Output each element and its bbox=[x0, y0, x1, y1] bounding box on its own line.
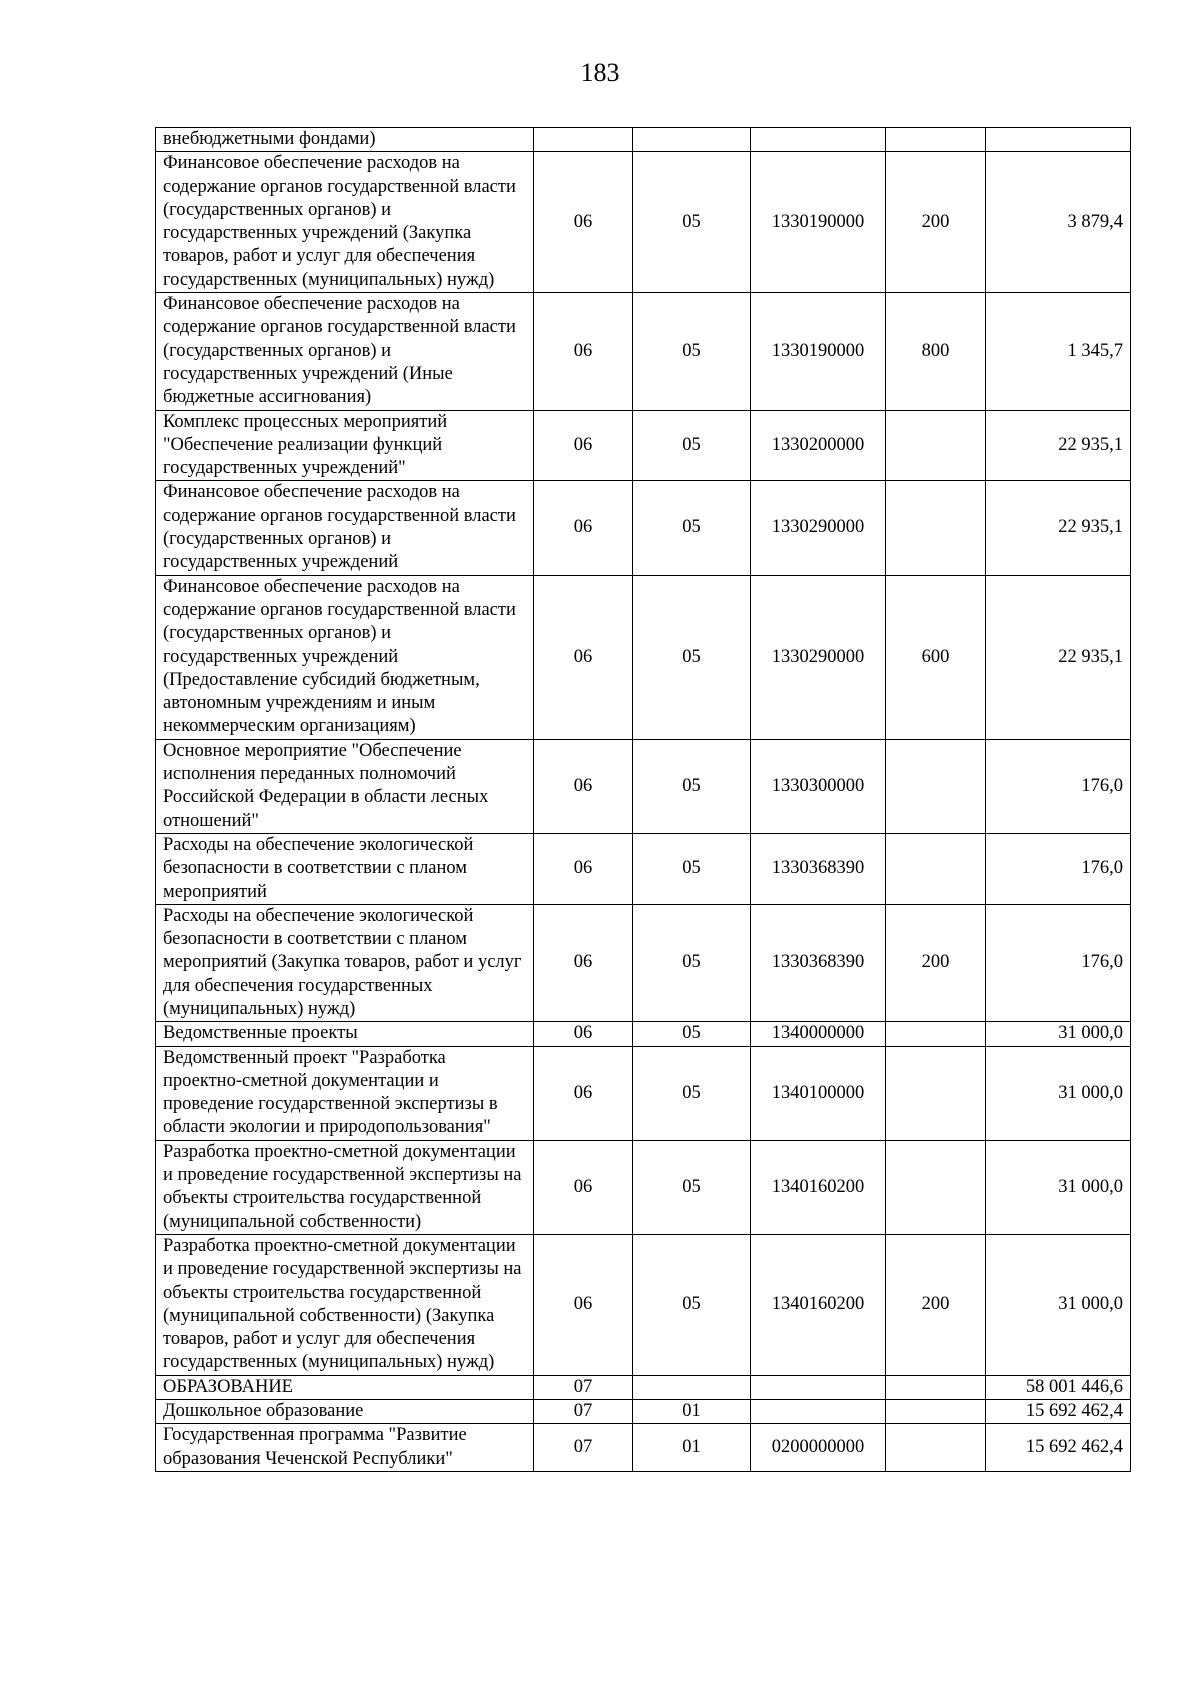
table-row bbox=[156, 1375, 1131, 1399]
table-row bbox=[156, 833, 1131, 904]
page-number: 183 bbox=[580, 58, 620, 87]
row-name: Дошкольное образование bbox=[156, 1400, 534, 1424]
table-row bbox=[156, 128, 1131, 152]
row-amount: 31 000,0 bbox=[986, 1046, 1131, 1140]
table-row bbox=[156, 1234, 1131, 1375]
row-name: ОБРАЗОВАНИЕ bbox=[156, 1375, 534, 1399]
row-section-code: 06 bbox=[534, 739, 633, 833]
row-target-article bbox=[751, 1400, 886, 1424]
row-subsection-code: 05 bbox=[633, 575, 751, 739]
row-section-code: 06 bbox=[534, 293, 633, 410]
row-amount: 31 000,0 bbox=[986, 1140, 1131, 1234]
row-target-article bbox=[751, 128, 886, 152]
row-amount: 176,0 bbox=[986, 739, 1131, 833]
row-name: внебюджетными фондами) bbox=[156, 128, 534, 152]
row-amount: 22 935,1 bbox=[986, 481, 1131, 575]
row-target-article: 1330300000 bbox=[751, 739, 886, 833]
row-amount bbox=[986, 128, 1131, 152]
row-section-code: 06 bbox=[534, 1022, 633, 1046]
row-target-article: 1330368390 bbox=[751, 833, 886, 904]
row-name: Разработка проектно-сметной документации и проведение государственной экспертизы на объекты строительства государственной (муниципальной собственности) bbox=[156, 1140, 534, 1234]
row-expense-type: 800 bbox=[886, 293, 986, 410]
row-subsection-code: 01 bbox=[633, 1400, 751, 1424]
row-amount: 22 935,1 bbox=[986, 410, 1131, 481]
row-expense-type bbox=[886, 481, 986, 575]
row-section-code: 06 bbox=[534, 904, 633, 1021]
row-expense-type bbox=[886, 1046, 986, 1140]
row-target-article: 1340160200 bbox=[751, 1140, 886, 1234]
row-target-article: 1340100000 bbox=[751, 1046, 886, 1140]
row-name: Основное мероприятие "Обеспечение исполнения переданных полномочий Российской Федерации в области лесных отношений" bbox=[156, 739, 534, 833]
row-target-article: 1330190000 bbox=[751, 152, 886, 293]
row-amount: 3 879,4 bbox=[986, 152, 1131, 293]
row-expense-type bbox=[886, 128, 986, 152]
row-amount: 15 692 462,4 bbox=[986, 1424, 1131, 1472]
row-target-article: 1330290000 bbox=[751, 481, 886, 575]
table-row bbox=[156, 739, 1131, 833]
row-subsection-code: 05 bbox=[633, 410, 751, 481]
table-row bbox=[156, 481, 1131, 575]
row-subsection-code bbox=[633, 1375, 751, 1399]
row-amount: 176,0 bbox=[986, 904, 1131, 1021]
row-subsection-code: 05 bbox=[633, 1234, 751, 1375]
row-expense-type bbox=[886, 833, 986, 904]
row-subsection-code: 05 bbox=[633, 1022, 751, 1046]
table-row bbox=[156, 293, 1131, 410]
row-amount: 1 345,7 bbox=[986, 293, 1131, 410]
row-target-article: 1330290000 bbox=[751, 575, 886, 739]
row-name: Финансовое обеспечение расходов на содержание органов государственной власти (государственных органов) и государственных учреждений (Иные бюджетные ассигнования) bbox=[156, 293, 534, 410]
row-expense-type: 200 bbox=[886, 1234, 986, 1375]
row-expense-type: 600 bbox=[886, 575, 986, 739]
row-name: Финансовое обеспечение расходов на содержание органов государственной власти (государственных органов) и государственных учреждений bbox=[156, 481, 534, 575]
row-name: Расходы на обеспечение экологической безопасности в соответствии с планом мероприятий (Закупка товаров, работ и услуг для обеспечения государственных (муниципальных) нужд) bbox=[156, 904, 534, 1021]
row-name: Ведомственные проекты bbox=[156, 1022, 534, 1046]
row-name: Финансовое обеспечение расходов на содержание органов государственной власти (государственных органов) и государственных учреждений (Закупка товаров, работ и услуг для обеспечения государственных (муниципальных) нужд) bbox=[156, 152, 534, 293]
row-expense-type bbox=[886, 1140, 986, 1234]
row-amount: 176,0 bbox=[986, 833, 1131, 904]
row-expense-type bbox=[886, 1022, 986, 1046]
row-subsection-code: 05 bbox=[633, 739, 751, 833]
row-target-article: 1330200000 bbox=[751, 410, 886, 481]
table-row bbox=[156, 575, 1131, 739]
row-name: Разработка проектно-сметной документации и проведение государственной экспертизы на объекты строительства государственной (муниципальной собственности) (Закупка товаров, работ и услуг для обеспечения государственных (муниципальных) нужд) bbox=[156, 1234, 534, 1375]
row-section-code: 06 bbox=[534, 481, 633, 575]
row-expense-type bbox=[886, 739, 986, 833]
table-row bbox=[156, 1400, 1131, 1424]
row-section-code: 06 bbox=[534, 1046, 633, 1140]
row-subsection-code: 01 bbox=[633, 1424, 751, 1472]
row-subsection-code: 05 bbox=[633, 1046, 751, 1140]
row-target-article: 1330368390 bbox=[751, 904, 886, 1021]
row-subsection-code: 05 bbox=[633, 293, 751, 410]
table-row bbox=[156, 1046, 1131, 1140]
row-subsection-code: 05 bbox=[633, 833, 751, 904]
row-subsection-code: 05 bbox=[633, 481, 751, 575]
table-row bbox=[156, 410, 1131, 481]
row-section-code: 06 bbox=[534, 1234, 633, 1375]
row-name: Финансовое обеспечение расходов на содержание органов государственной власти (государственных органов) и государственных учреждений (Предоставление субсидий бюджетным, автономным учреждениям и иным некоммерческим организациям) bbox=[156, 575, 534, 739]
row-section-code: 06 bbox=[534, 410, 633, 481]
table-row bbox=[156, 1022, 1131, 1046]
row-section-code: 07 bbox=[534, 1375, 633, 1399]
row-amount: 58 001 446,6 bbox=[986, 1375, 1131, 1399]
row-subsection-code bbox=[633, 128, 751, 152]
row-subsection-code: 05 bbox=[633, 1140, 751, 1234]
row-amount: 31 000,0 bbox=[986, 1234, 1131, 1375]
row-expense-type bbox=[886, 1400, 986, 1424]
row-amount: 31 000,0 bbox=[986, 1022, 1131, 1046]
row-section-code: 06 bbox=[534, 152, 633, 293]
row-name: Комплекс процессных мероприятий "Обеспечение реализации функций государственных учреждений" bbox=[156, 410, 534, 481]
row-section-code bbox=[534, 128, 633, 152]
row-name: Государственная программа "Развитие образования Чеченской Республики" bbox=[156, 1424, 534, 1472]
row-section-code: 06 bbox=[534, 575, 633, 739]
row-target-article: 1330190000 bbox=[751, 293, 886, 410]
row-section-code: 07 bbox=[534, 1424, 633, 1472]
row-target-article: 1340160200 bbox=[751, 1234, 886, 1375]
row-section-code: 07 bbox=[534, 1400, 633, 1424]
row-subsection-code: 05 bbox=[633, 904, 751, 1021]
row-expense-type: 200 bbox=[886, 152, 986, 293]
row-subsection-code: 05 bbox=[633, 152, 751, 293]
table-row bbox=[156, 152, 1131, 293]
row-expense-type bbox=[886, 1375, 986, 1399]
row-target-article: 0200000000 bbox=[751, 1424, 886, 1472]
row-expense-type: 200 bbox=[886, 904, 986, 1021]
table-row bbox=[156, 1140, 1131, 1234]
row-name: Ведомственный проект "Разработка проектно-сметной документации и проведение государственной экспертизы в области экологии и природопользования" bbox=[156, 1046, 534, 1140]
budget-table bbox=[155, 127, 1131, 1472]
table-row bbox=[156, 1424, 1131, 1472]
row-name: Расходы на обеспечение экологической безопасности в соответствии с планом мероприятий bbox=[156, 833, 534, 904]
row-amount: 15 692 462,4 bbox=[986, 1400, 1131, 1424]
row-target-article: 1340000000 bbox=[751, 1022, 886, 1046]
row-target-article bbox=[751, 1375, 886, 1399]
row-expense-type bbox=[886, 1424, 986, 1472]
row-amount: 22 935,1 bbox=[986, 575, 1131, 739]
row-section-code: 06 bbox=[534, 1140, 633, 1234]
row-expense-type bbox=[886, 410, 986, 481]
row-section-code: 06 bbox=[534, 833, 633, 904]
table-row bbox=[156, 904, 1131, 1021]
budget-table-body bbox=[156, 128, 1131, 1472]
